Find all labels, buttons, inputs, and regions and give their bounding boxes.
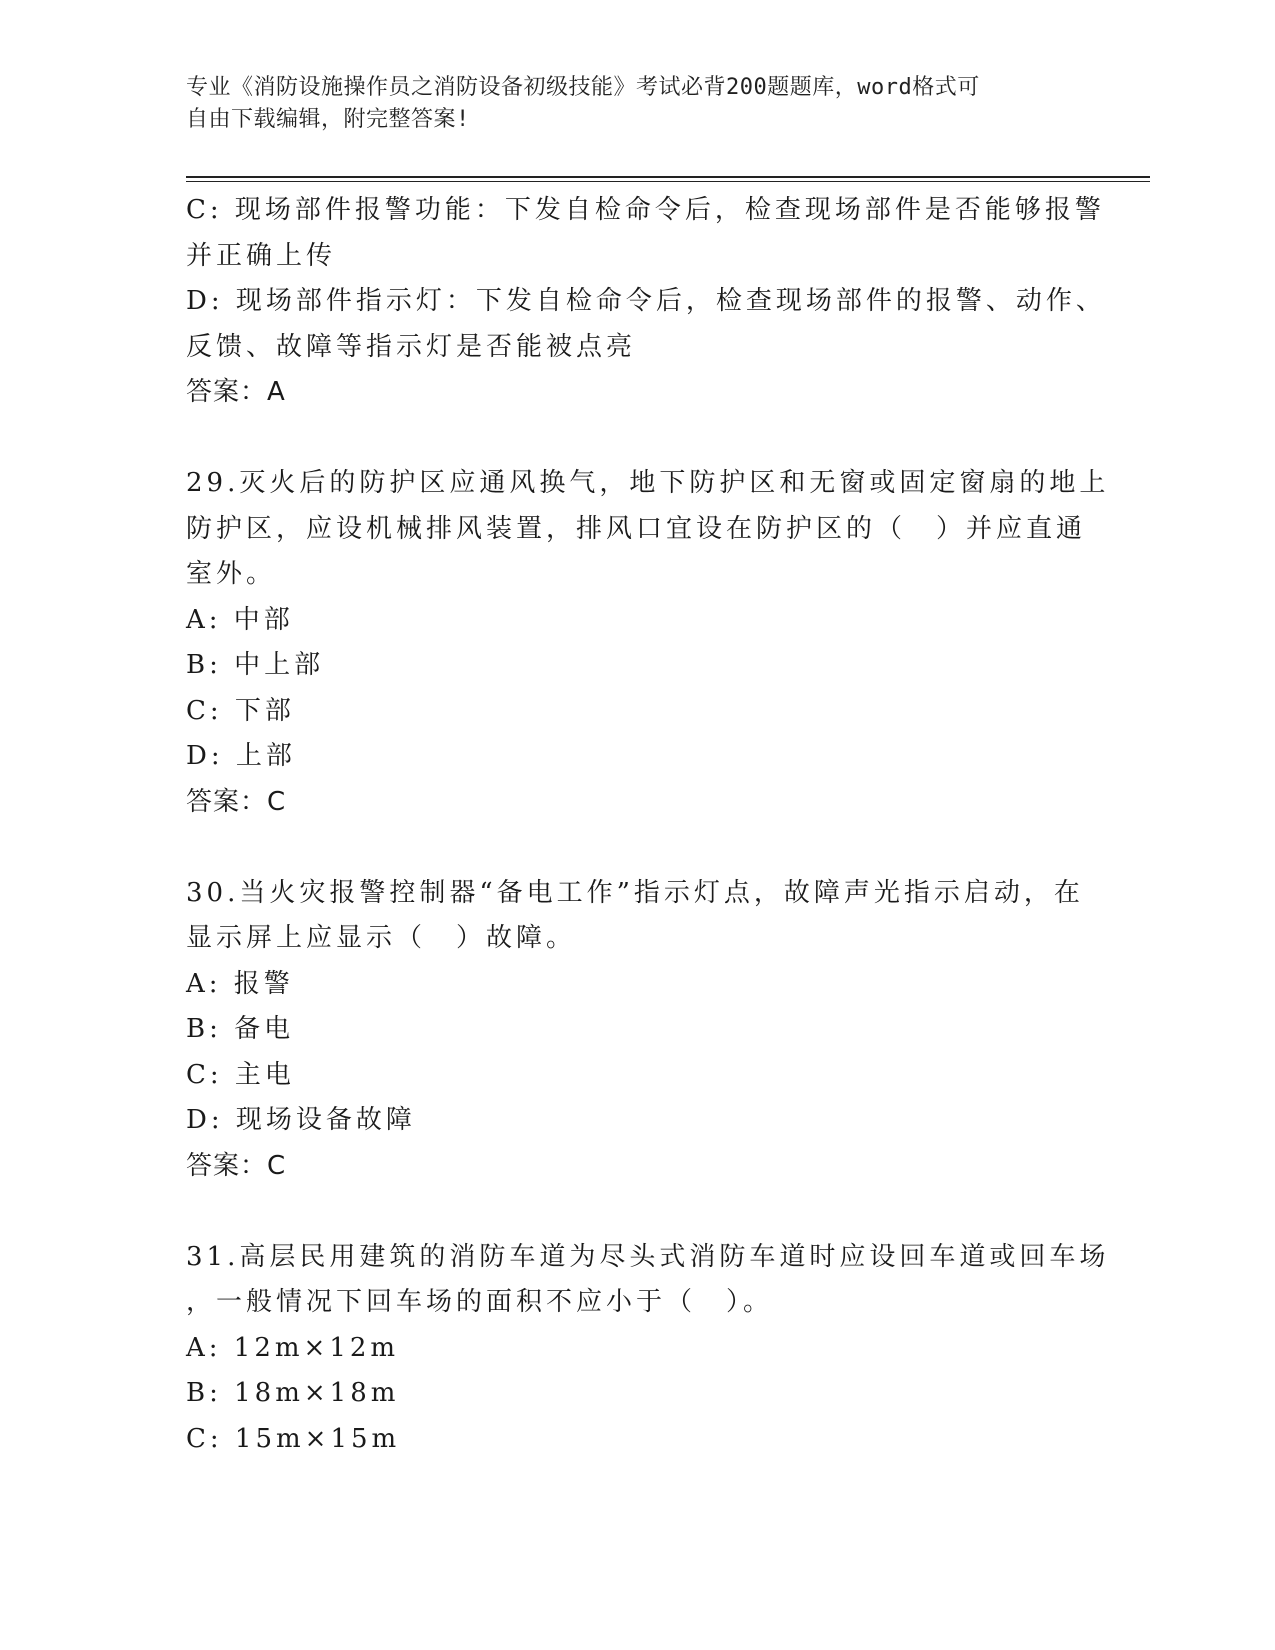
question-text-line-3: 室外。 [186, 559, 277, 589]
question-text-line-2: 显示屏上应显示（ ）故障。 [186, 923, 577, 953]
answer: 答案：C [186, 786, 287, 817]
header-divider-thin [186, 181, 1150, 182]
option-d: D: 上部 [186, 741, 296, 771]
spacer [186, 416, 1086, 462]
answer: 答案：A [186, 377, 286, 407]
option-c: C: 下部 [186, 695, 295, 726]
option-c: C: 主电 [186, 1059, 295, 1090]
page-header [186, 72, 1066, 136]
option-d-line-1: D: 现场部件指示灯：下发自检命令后，检查现场部件的报警、动作、 [186, 286, 1106, 316]
header-divider-thick [186, 176, 1150, 178]
question-29 [186, 461, 1110, 825]
document-body [186, 188, 1110, 1462]
question-text-line-1: 30.当火灾报警控制器“备电工作”指示灯点，故障声光指示启动，在 [186, 877, 1084, 908]
question-30 [186, 871, 1086, 1190]
question-31 [186, 1235, 1110, 1463]
option-b: B: 中上部 [186, 650, 325, 680]
question-text-line-1: 29.灭火后的防护区应通风换气，地下防护区和无窗或固定窗扇的地上 [186, 468, 1110, 498]
spacer [186, 1189, 1086, 1235]
header-title-line-2: 自由下载编辑，附完整答案! [186, 107, 470, 132]
header-title-line-1: 专业《消防设施操作员之消防设备初级技能》考试必背200题题库，word格式可 [186, 75, 980, 100]
option-d-line-2: 反馈、故障等指示灯是否能被点亮 [186, 331, 637, 362]
answer: 答案：C [186, 1150, 287, 1181]
option-a: A: 12m×12m [186, 1332, 400, 1363]
option-a: A: 报警 [186, 968, 294, 999]
option-d: D: 现场设备故障 [186, 1105, 416, 1135]
question-28-continued [186, 188, 1106, 416]
option-b: B: 18m×18m [186, 1378, 400, 1408]
spacer [186, 825, 1086, 871]
option-c: C: 15m×15m [186, 1423, 401, 1454]
option-c-line-2: 并正确上传 [186, 240, 337, 271]
question-text-line-2: 防护区，应设机械排风装置，排风口宜设在防护区的（ ）并应直通 [186, 513, 1087, 544]
option-a: A: 中部 [186, 604, 294, 635]
option-c-line-1: C: 现场部件报警功能：下发自检命令后，检查现场部件是否能够报警 [186, 195, 1105, 225]
option-b: B: 备电 [186, 1014, 295, 1044]
question-text-line-2: ，一般情况下回车场的面积不应小于（ ）。 [186, 1287, 774, 1317]
question-text-line-1: 31.高层民用建筑的消防车道为尽头式消防车道时应设回车道或回车场 [186, 1241, 1110, 1272]
